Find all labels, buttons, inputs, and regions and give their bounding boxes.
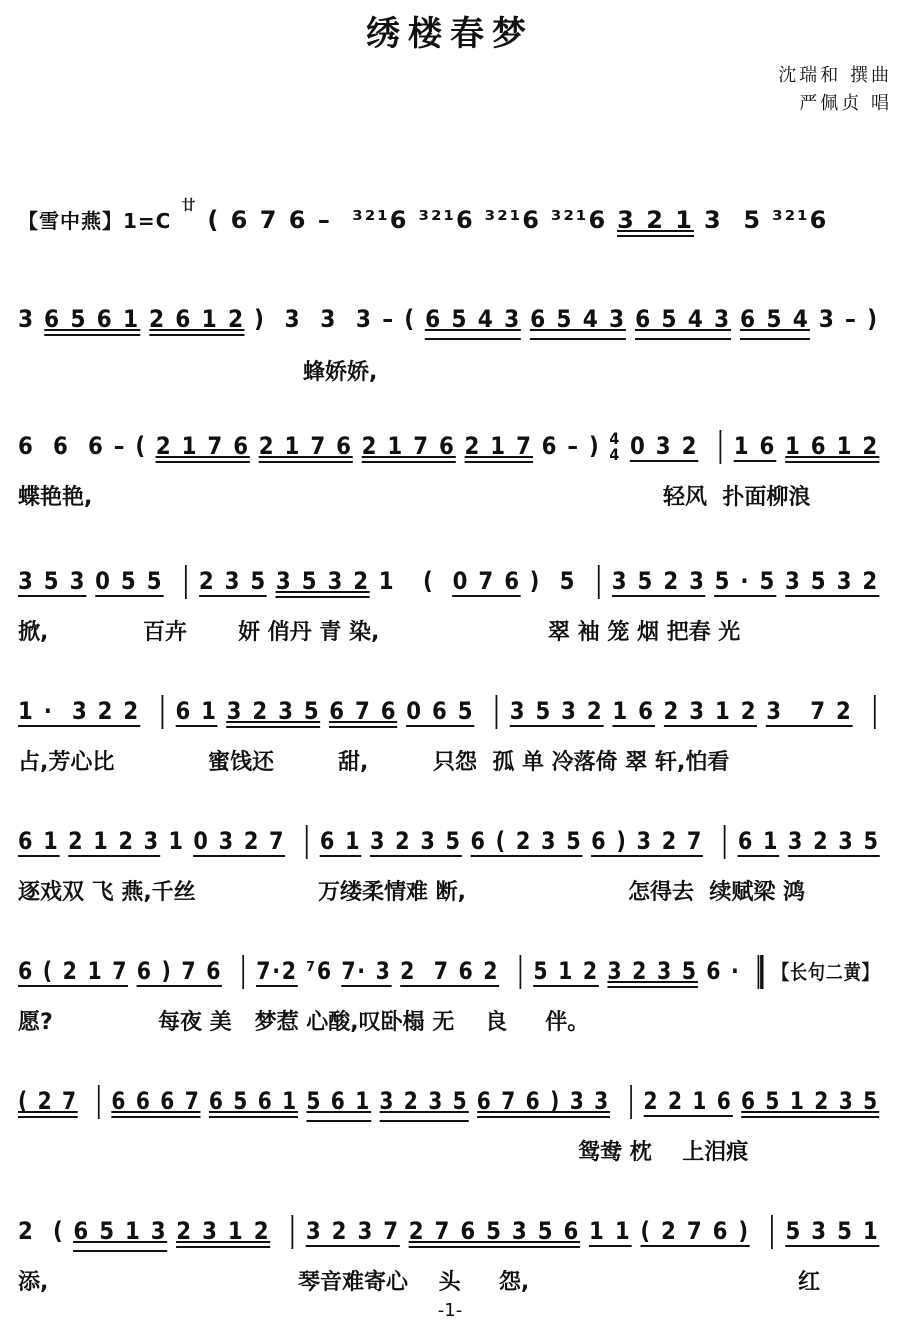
note-group: 7·2 <box>256 957 298 985</box>
note-group: 6 1 <box>175 697 218 725</box>
lyric-row <box>18 875 888 905</box>
note-group: 2 1 7 6 <box>155 432 250 460</box>
lyric-text: 每夜 美 梦惹 心酸,叹卧榻 无 良 伴。 <box>158 1010 590 1035</box>
note-group: 3 5 <box>703 206 763 234</box>
note-group: 3 2 3 5 <box>226 697 321 725</box>
lyric-row <box>18 1005 888 1035</box>
note-group: 6 ( 2 3 5 <box>470 827 583 855</box>
note-group: 6 5 4 3 <box>425 305 522 333</box>
note-group: 3 5 3 2 <box>275 567 370 595</box>
note-group: 2 3 1 2 <box>176 1217 271 1245</box>
singer-credit: 严佩贞 唱 <box>799 93 892 114</box>
note-group: 3 2 3 5 <box>379 1087 469 1115</box>
lyric-text: 蜜饯还 <box>208 750 275 775</box>
barline <box>292 1215 294 1249</box>
page-title: 绣楼春梦 <box>366 14 534 54</box>
note-group: 3 5 3 2 <box>509 697 604 725</box>
note-group: 5 · 5 <box>714 567 777 595</box>
note-group: ³²¹6 <box>352 206 409 234</box>
note-group: ) 5 <box>529 567 577 595</box>
note-group: 3 2 3 5 <box>787 827 880 855</box>
note-group: 6 7 6 <box>329 697 398 725</box>
note-group: 2 6 1 2 <box>148 305 245 333</box>
free-meter-mark: 廿 <box>181 198 198 214</box>
note-group: 6 6 6 7 <box>111 1087 201 1115</box>
note-group: 6 5 6 1 <box>208 1087 298 1115</box>
note-group: 0 5 5 <box>95 567 164 595</box>
mode-label: 【雪中燕】1=C <box>18 209 172 233</box>
lyric-text: 掀, <box>18 620 49 645</box>
barline <box>720 430 722 464</box>
note-group: 2 7 6 5 3 5 6 <box>408 1217 581 1245</box>
lyric-row <box>18 1135 888 1165</box>
note-group: 3 2 3 5 <box>369 827 462 855</box>
note-group: 2 2 1 6 <box>643 1087 733 1115</box>
note-group: ) 3 3 3 – ( <box>253 305 417 333</box>
note-group: 3 2 1 <box>617 206 694 234</box>
note-group: 6 5 1 2 3 5 <box>740 1087 879 1115</box>
note-group: 5 1 2 <box>533 957 599 985</box>
note-group: ( 6 7 6 – <box>207 206 343 234</box>
note-group: 6 – ) <box>541 432 601 460</box>
notation-row <box>18 695 853 735</box>
note-group: 6 5 4 3 <box>635 305 731 333</box>
lyric-row <box>18 745 888 775</box>
lyric-text: 妍 俏丹 青 染, <box>238 620 380 645</box>
notation-row <box>18 429 880 470</box>
note-group: 6 5 1 3 <box>73 1217 168 1245</box>
note-group: 2 1 2 3 <box>68 827 160 855</box>
note-group: 0 7 6 <box>452 567 521 595</box>
lyric-text: 琴音难寄心 头 怨, <box>298 1270 530 1295</box>
lyric-row <box>18 480 888 510</box>
barline <box>185 565 187 599</box>
barline <box>771 1215 773 1249</box>
note-group: 6 · <box>706 957 741 985</box>
note-group: 2 7 6 2 <box>400 957 500 985</box>
lyric-row <box>18 255 888 285</box>
note-group: 2 3 5 <box>198 567 268 595</box>
note-group: 6 7 6 ) 3 3 <box>476 1087 610 1115</box>
lyric-text: 添, <box>18 1270 49 1295</box>
barline <box>724 825 726 859</box>
barline <box>874 695 876 729</box>
note-group: 3 5 2 3 <box>611 567 706 595</box>
note-group: 1 <box>168 827 185 855</box>
note-group: 3 5 3 2 <box>784 567 879 595</box>
mode-label: 【长句二黄】 <box>772 960 880 984</box>
lyric-row <box>18 355 888 385</box>
barline <box>630 1085 632 1119</box>
note-group: 2 1 7 6 <box>361 432 456 460</box>
lyric-row <box>18 1265 888 1295</box>
note-group: 1 6 1 2 <box>785 432 880 460</box>
lyric-text: 轻风 扑面柳浪 <box>663 485 811 510</box>
lyric-text: 蝶艳艳, <box>18 485 93 510</box>
barline <box>598 565 600 599</box>
lyric-text: 蜂娇娇, <box>303 360 378 385</box>
note-group: 6 1 <box>737 827 780 855</box>
note-group: 1 6 <box>733 432 777 460</box>
lyric-text: 百卉 <box>143 620 188 645</box>
note-group: 2 1 7 6 <box>258 432 353 460</box>
note-group: 1 1 <box>589 1217 632 1245</box>
page-number: -1- <box>437 1300 463 1321</box>
lyric-text: 鸳鸯 枕 上泪痕 <box>578 1140 749 1165</box>
note-group: 6 ) 3 2 7 <box>591 827 704 855</box>
lyric-text: 甜, <box>338 750 369 775</box>
barline <box>520 955 522 989</box>
note-group: 3 – ) <box>818 305 879 333</box>
note-group: 5 6 1 <box>306 1087 371 1115</box>
double-barline <box>758 955 764 989</box>
note-group: 6 5 6 1 <box>44 305 140 333</box>
note-group: 2 3 1 2 <box>663 697 758 725</box>
note-group: 6 ( 2 1 7 <box>18 957 129 985</box>
note-group: 0 3 2 7 <box>193 827 286 855</box>
note-group: 1 ( <box>378 567 444 595</box>
credits <box>778 62 892 118</box>
composer-credit: 沈瑞和 撰曲 <box>778 65 892 86</box>
time-signature: 4 4 <box>609 429 622 464</box>
note-group: 3 7 2 <box>766 697 853 725</box>
note-group: 6 5 4 <box>740 305 810 333</box>
note-group: 6 1 <box>18 827 60 855</box>
note-group: ( 2 7 <box>18 1087 78 1115</box>
notation-row <box>18 305 879 345</box>
lyric-text: 逐戏双 飞 燕,千丝 <box>18 880 196 905</box>
barline <box>161 695 163 729</box>
note-group: ³²¹6 <box>484 206 541 234</box>
note-group: 3 2 3 7 <box>305 1217 400 1245</box>
note-group: 3 <box>18 305 35 333</box>
note-group: 5 3 5 1 <box>785 1217 880 1245</box>
note-group: 0 6 5 <box>406 697 475 725</box>
notation-row <box>18 565 879 605</box>
notation-row <box>18 955 880 995</box>
lyric-text: 红 <box>798 1270 821 1295</box>
note-group: 1 · 3 2 2 <box>18 697 141 725</box>
note-group: 2 ( <box>18 1217 65 1245</box>
lyric-text: 愿? <box>18 1010 53 1035</box>
notation-row <box>18 1085 879 1125</box>
lyric-text: 万缕柔情难 断, <box>318 880 467 905</box>
barline <box>496 695 498 729</box>
lyric-text: 占,芳心比 <box>18 750 115 775</box>
barline <box>306 825 308 859</box>
note-group: ³²¹6 <box>772 206 829 234</box>
note-group: 6 5 4 3 <box>530 305 627 333</box>
note-group: 6 1 <box>319 827 362 855</box>
note-group: 6 ) 7 6 <box>136 957 223 985</box>
note-group: ³²¹6 <box>418 206 475 234</box>
lyric-text: 只怨 孤 单 冷落倚 翠 轩,怕看 <box>433 750 730 775</box>
note-group: ³²¹6 <box>550 206 608 234</box>
note-group: ( 2 7 6 ) <box>640 1217 750 1245</box>
note-group: 0 3 2 <box>629 432 699 460</box>
lyric-text: 翠 袖 笼 烟 把春 光 <box>548 620 741 645</box>
note-group: 3 5 3 <box>18 567 87 595</box>
note-group: 2 1 7 <box>464 432 533 460</box>
note-group: ⁷6 <box>306 957 333 985</box>
lyric-text: 怎得去 续赋梁 鸿 <box>628 880 805 905</box>
note-group: 1 6 <box>612 697 655 725</box>
note-group: 3 2 3 5 <box>607 957 698 985</box>
notation-row <box>18 198 888 245</box>
notation-row <box>18 1215 880 1255</box>
note-group: 6 6 6 – ( <box>18 432 147 460</box>
note-group: 7· 3 <box>341 957 392 985</box>
barline <box>243 955 245 989</box>
lyric-row <box>18 615 888 645</box>
barline <box>98 1085 100 1119</box>
notation-row <box>18 825 880 865</box>
